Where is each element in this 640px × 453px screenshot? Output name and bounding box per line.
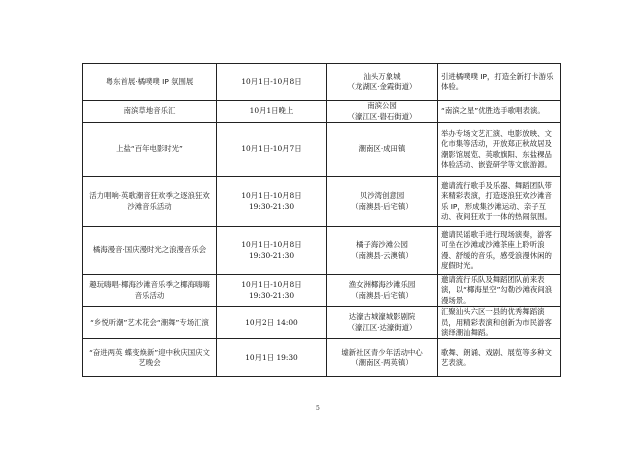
event-name-cell: 活力唱响·英歌潮音狂欢季之逐浪狂欢沙滩音乐活动 [83,177,217,227]
event-content-cell: “南滨之星”优胜选手歌唱表演。 [438,101,561,123]
table-row [83,275,561,307]
event-content-cell: 引进橘噗噗 IP，打造全新打卡游乐体验。 [438,64,561,101]
event-location-cell: 墟新社区青少年活动中心 （潮南区·两英镇） [327,339,438,377]
event-date-cell: 10月1日-10月8日 [217,64,327,101]
events-table-body [83,64,561,377]
page-number: 5 [316,405,320,412]
event-date-cell: 10月1日-10月8日 19:30-21:30 [217,227,327,275]
table-row [83,123,561,177]
event-name-cell: 上盐“百年电影时光” [83,123,217,177]
table-row [83,339,561,377]
event-name-cell: “奋进两英 蝶变焕新”迎中秋庆国庆文艺晚会 [83,339,217,377]
event-date-cell: 10月2日 14:00 [217,307,327,339]
event-content-cell: 举办专场文艺汇演、电影放映、文化市集等活动，开放郑正秋故居及潮影馆展览、英歌旗阳、东盐稞品体验活动、嵌瓷研学等文旅游源。 [438,123,561,177]
event-location-cell: 渔女洲椰海沙滩乐园 （南澳县·后宅镇） [327,275,438,307]
event-content-cell: 邀请民谣歌手进行现场演奏，游客可坐在沙滩或沙滩茶座上聆听浪漫、舒缓的音乐，感受浪漫休闲的度假时光。 [438,227,561,275]
table-row [83,177,561,227]
event-date-cell: 10月1日-10月8日 19:30-21:30 [217,275,327,307]
event-date-cell: 10月1日晚上 [217,101,327,123]
table-row [83,64,561,101]
events-table [82,63,561,377]
event-location-cell: 达濠古城濠城影剧院 （濠江区·达濠街道） [327,307,438,339]
event-location-cell: 南滨公园 （濠江区·礐石街道） [327,101,438,123]
event-date-cell: 10月1日 19:30 [217,339,327,377]
event-content-cell: 歌舞、朗诵、戏剧、展览等多种文艺表演。 [438,339,561,377]
event-date-cell: 10月1日-10月7日 [217,123,327,177]
table-row [83,307,561,339]
event-location-cell: 潮南区·成田镇 [327,123,438,177]
table-row [83,227,561,275]
event-content-cell: 汇聚汕头六区一县的优秀舞蹈演员，用精彩表演和创新为市民游客演绎潮汕舞蹈。 [438,307,561,339]
event-content-cell: 邀请流行歌手及乐器、舞蹈团队带来精彩表演，打造逐浪狂欢沙滩音乐 IP，形成集沙滩运动、亲子互动、夜间狂欢于一体的热闹氛围。 [438,177,561,227]
event-name-cell: 橘海漫音·国庆漫时光之浪漫音乐会 [83,227,217,275]
event-date-cell: 10月1日-10月8日 19:30-21:30 [217,177,327,227]
event-name-cell: 粤东首展·橘噗噗 IP 氛围展 [83,64,217,101]
table-row [83,101,561,123]
event-name-cell: 趣玩嗨唱·椰海沙滩音乐季之椰海嗨嗨音乐活动 [83,275,217,307]
event-location-cell: 橘子海沙滩公园 （南澳县·云澳镇） [327,227,438,275]
event-name-cell: “乡悦听潮”艺术花会“潮舞”专场汇演 [83,307,217,339]
event-location-cell: 汕头万象城 （龙湖区·金霞街道） [327,64,438,101]
event-name-cell: 南滨草地音乐汇 [83,101,217,123]
event-location-cell: 贝沙湾创意园 （南澳县·后宅镇） [327,177,438,227]
event-content-cell: 邀请流行乐队及舞蹈团队前来表演，以“椰海星空”勾勒沙滩夜间浪漫场景。 [438,275,561,307]
